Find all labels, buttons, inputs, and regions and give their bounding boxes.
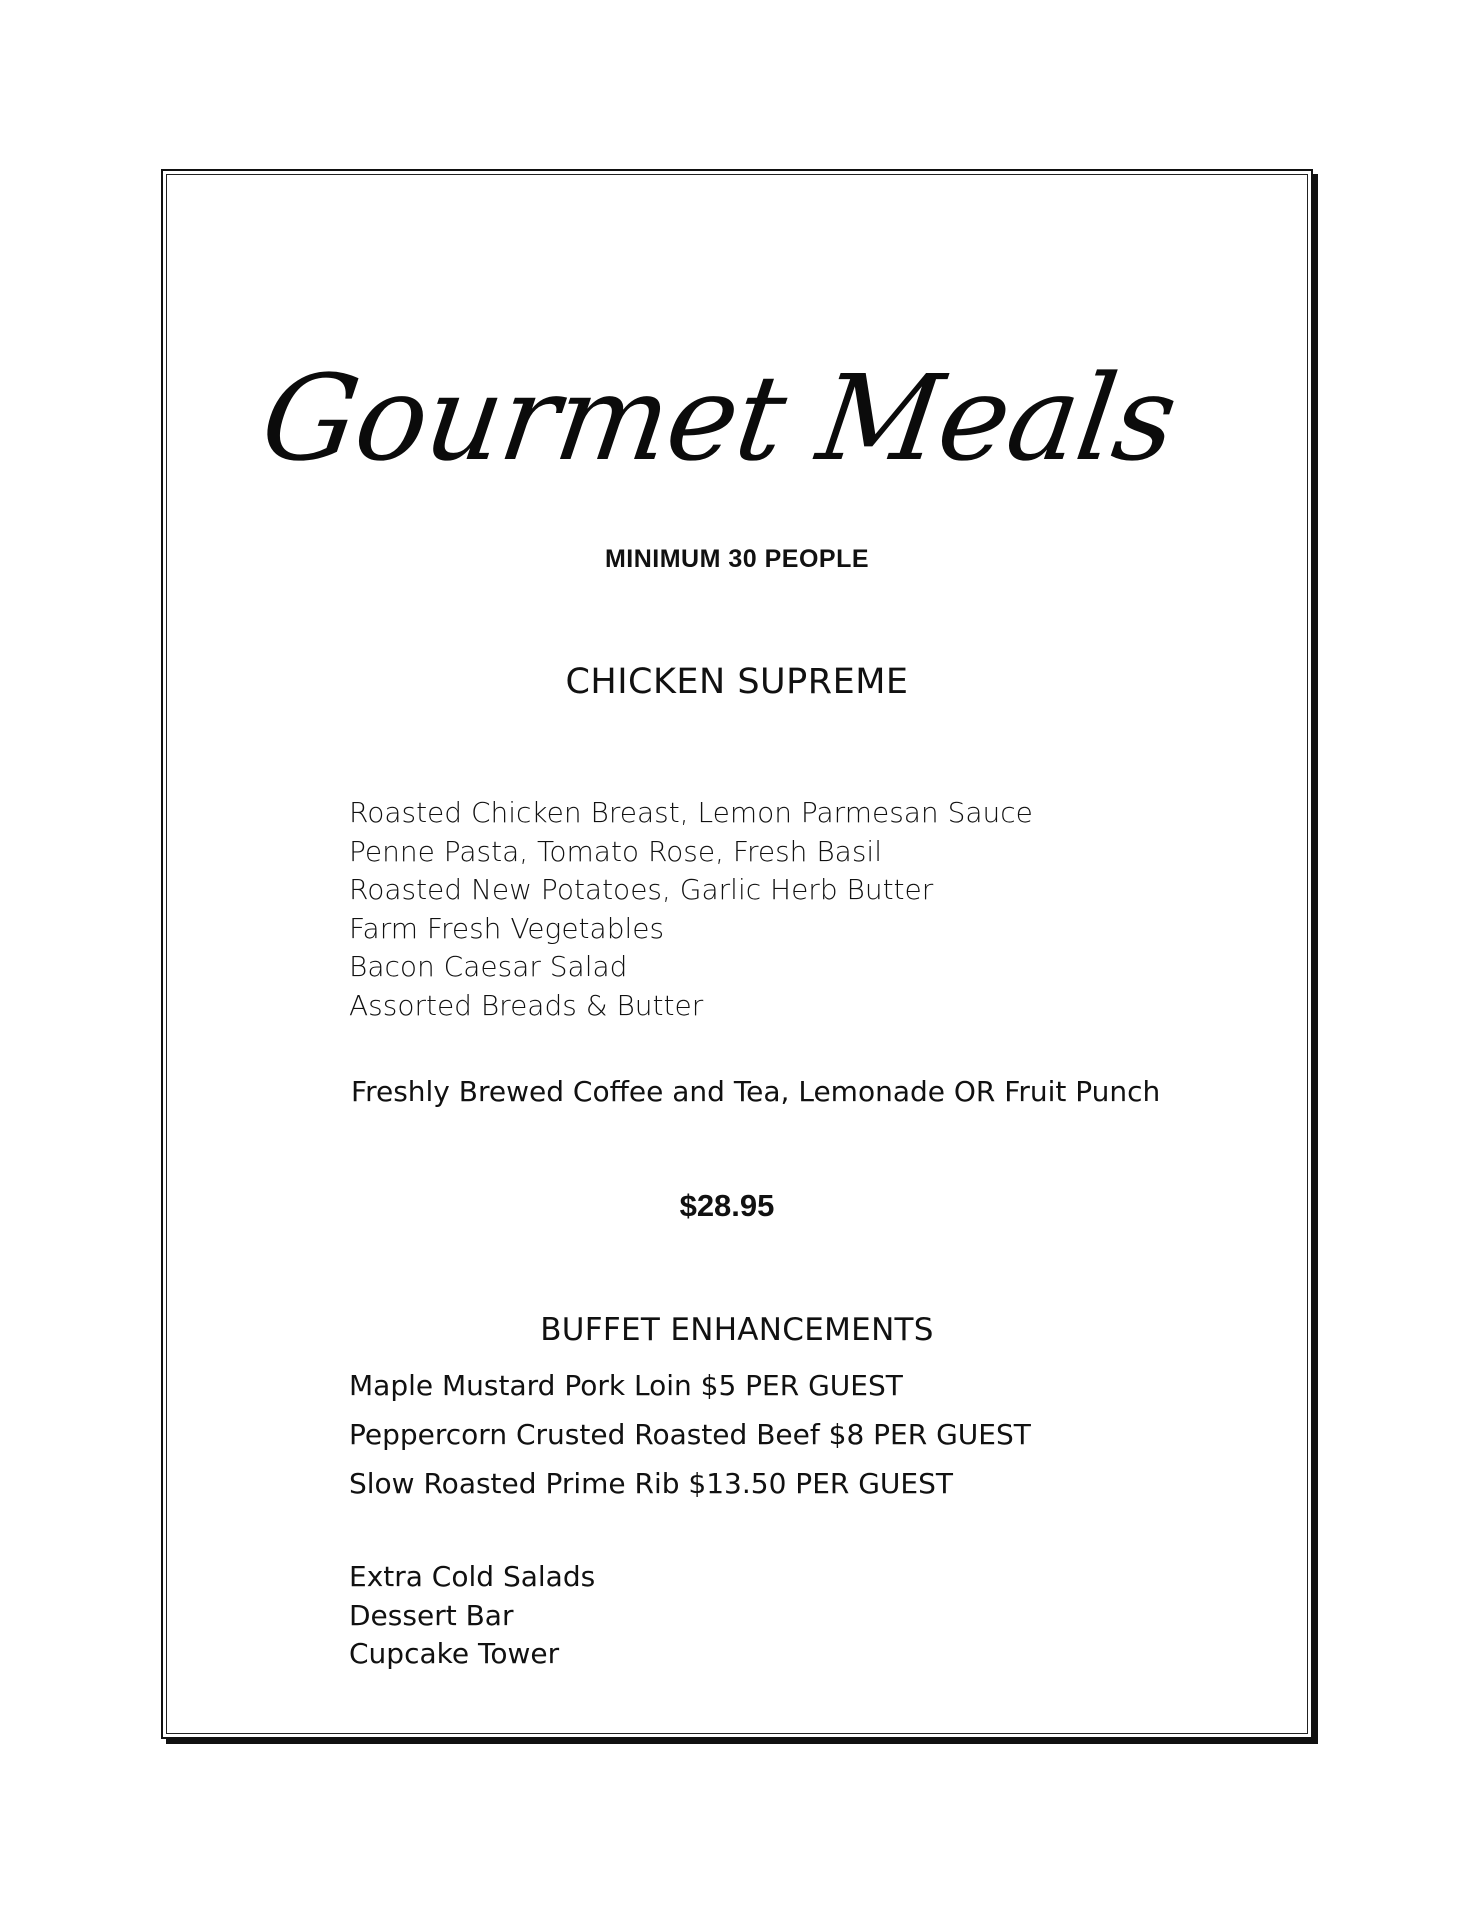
beverages-line: Freshly Brewed Coffee and Tea, Lemonade OR Fruit Punch xyxy=(351,1075,1161,1108)
list-item: Bacon Caesar Salad xyxy=(349,950,628,983)
list-item: Penne Pasta, Tomato Rose, Fresh Basil xyxy=(349,834,882,868)
list-item: Maple Mustard Pork Loin $5 PER GUEST xyxy=(349,1369,903,1402)
list-item: Farm Fresh Vegetables xyxy=(349,911,665,945)
list-item: Roasted New Potatoes, Garlic Herb Butter xyxy=(349,873,934,906)
list-item: Extra Cold Salads xyxy=(349,1560,596,1593)
extras-list xyxy=(349,1558,595,1674)
meal-price: $28.95 xyxy=(679,1188,775,1223)
enhancements-heading: BUFFET ENHANCEMENTS xyxy=(540,1312,934,1348)
list-item: Roasted Chicken Breast, Lemon Parmesan Sauce xyxy=(349,796,1033,829)
meal-name: CHICKEN SUPREME xyxy=(565,662,909,702)
minimum-guests-note: MINIMUM 30 PEOPLE xyxy=(604,545,870,573)
list-item: Peppercorn Crusted Roasted Beef $8 PER GUEST xyxy=(349,1418,1031,1451)
list-item: Assorted Breads & Butter xyxy=(349,988,704,1022)
meal-items-list xyxy=(349,794,1033,1025)
list-item: Cupcake Tower xyxy=(349,1637,560,1670)
enhancements-list xyxy=(349,1361,1031,1508)
list-item: Slow Roasted Prime Rib $13.50 PER GUEST xyxy=(349,1467,953,1500)
page-title: Gourmet Meals xyxy=(253,349,1185,487)
list-item: Dessert Bar xyxy=(349,1598,514,1632)
menu-page-frame xyxy=(161,169,1313,1739)
